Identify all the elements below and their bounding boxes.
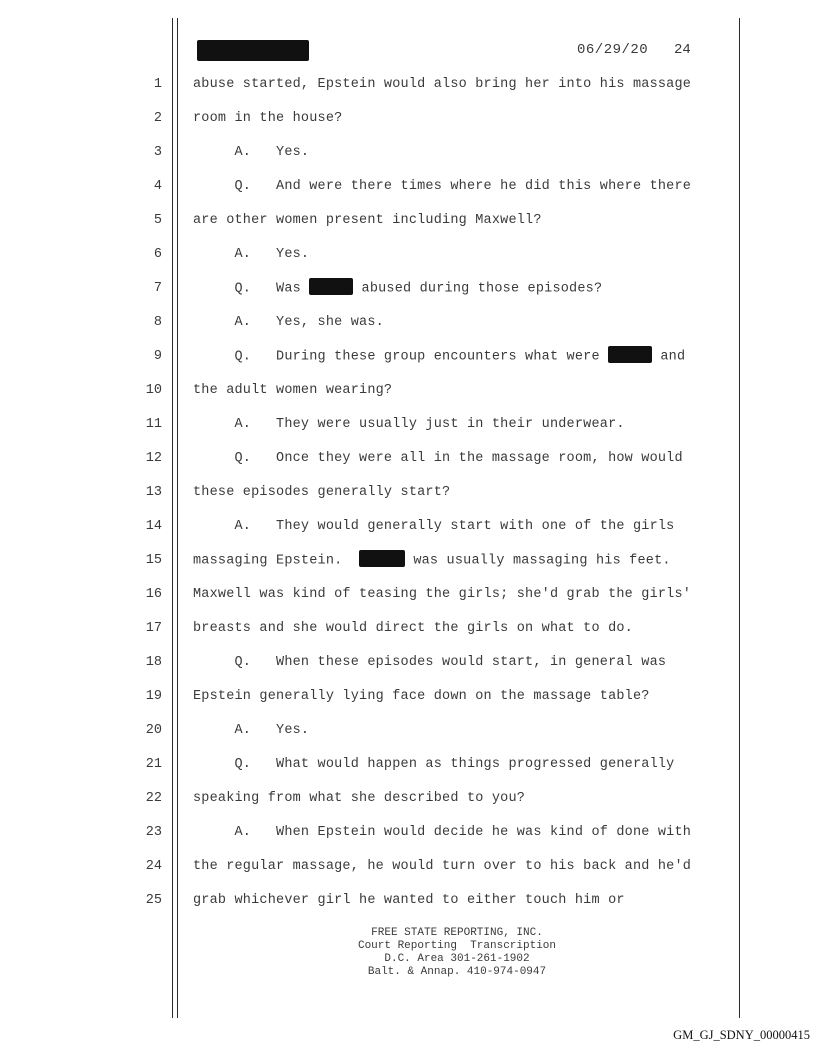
line-number: 6 — [153, 247, 162, 262]
line-number: 3 — [153, 145, 162, 160]
redacted-name — [309, 278, 353, 295]
line-number: 22 — [145, 791, 162, 806]
transcript-line — [0, 825, 816, 859]
line-number: 12 — [145, 451, 162, 466]
line-number: 5 — [153, 213, 162, 228]
transcript-line — [0, 383, 816, 417]
transcript-line — [0, 757, 816, 791]
line-text: the adult women wearing? — [193, 383, 393, 398]
line-number: 11 — [145, 417, 162, 432]
line-text: these episodes generally start? — [193, 485, 451, 500]
line-text: abuse started, Epstein would also bring her into his massage — [193, 77, 692, 92]
baltimore-phone: Balt. & Annap. 410-974-0947 — [367, 966, 547, 978]
line-text — [193, 281, 602, 297]
line-text: Maxwell was kind of teasing the girls; she'd grab the girls' — [193, 587, 692, 602]
line-text: A. Yes. — [193, 723, 310, 738]
redacted-header-name — [197, 40, 309, 61]
transcript-line — [0, 893, 816, 927]
line-text: breasts and she would direct the girls on what to do. — [193, 621, 633, 636]
line-number: 18 — [145, 655, 162, 670]
line-text-after-redaction: was usually massaging his feet. — [405, 553, 671, 569]
line-text: Epstein generally lying face down on the massage table? — [193, 689, 650, 704]
transcript-line — [0, 485, 816, 519]
transcript-line — [0, 315, 816, 349]
line-text — [193, 553, 671, 569]
reporting-company: FREE STATE REPORTING, INC. — [371, 927, 543, 939]
transcript-line — [0, 655, 816, 689]
line-text: grab whichever girl he wanted to either touch him or — [193, 893, 625, 908]
line-number: 7 — [153, 281, 162, 296]
reporter-footer — [300, 927, 614, 979]
line-number: 9 — [153, 349, 162, 364]
transcript-line — [0, 791, 816, 825]
line-text-after-redaction: abused during those episodes? — [353, 281, 603, 297]
transcript-line — [0, 587, 816, 621]
transcript-line — [0, 179, 816, 213]
transcript-line — [0, 281, 816, 315]
bates-number: GM_GJ_SDNY_00000415 — [673, 1028, 810, 1042]
line-number: 4 — [153, 179, 162, 194]
dc-phone: D.C. Area 301-261-1902 — [384, 953, 530, 965]
line-number: 14 — [145, 519, 162, 534]
line-number: 20 — [145, 723, 162, 738]
line-number: 10 — [145, 383, 162, 398]
transcript-line — [0, 451, 816, 485]
line-number: 8 — [153, 315, 162, 330]
line-text: A. Yes. — [193, 247, 310, 262]
line-number: 16 — [145, 587, 162, 602]
line-number: 23 — [145, 825, 162, 840]
transcript-line — [0, 349, 816, 383]
transcript-line — [0, 553, 816, 587]
line-number: 19 — [145, 689, 162, 704]
line-number: 25 — [145, 893, 162, 908]
line-number: 21 — [145, 757, 162, 772]
reporting-service: Court Reporting Transcription — [357, 940, 557, 952]
line-text: Q. What would happen as things progressed generally — [193, 757, 675, 772]
transcript-line — [0, 519, 816, 553]
line-text: A. When Epstein would decide he was kind of done with — [193, 825, 692, 840]
line-text: room in the house? — [193, 111, 343, 126]
line-text: A. They were usually just in their underwear. — [193, 417, 625, 432]
transcript-line — [0, 247, 816, 281]
transcript-line — [0, 145, 816, 179]
redacted-name — [608, 346, 652, 363]
line-number: 1 — [153, 77, 162, 92]
transcript-line — [0, 723, 816, 757]
line-text-before-redaction: massaging Epstein. — [193, 553, 360, 569]
line-number: 2 — [153, 111, 162, 126]
line-text — [193, 349, 685, 365]
line-text: A. They would generally start with one of the girls — [193, 519, 675, 534]
line-text: are other women present including Maxwell? — [193, 213, 542, 228]
line-text: Q. When these episodes would start, in general was — [193, 655, 667, 670]
transcript-line — [0, 111, 816, 145]
line-text: A. Yes. — [193, 145, 310, 160]
line-text-before-redaction: Q. Was — [193, 281, 310, 297]
transcript-line — [0, 77, 816, 111]
transcript-line — [0, 417, 816, 451]
header-page-number: 24 — [674, 42, 691, 58]
transcript-line — [0, 213, 816, 247]
transcript-line — [0, 859, 816, 893]
redacted-name — [359, 550, 405, 567]
line-text: Q. And were there times where he did this where there — [193, 179, 692, 194]
line-text: the regular massage, he would turn over to his back and he'd — [193, 859, 692, 874]
line-text: A. Yes, she was. — [193, 315, 384, 330]
line-number: 17 — [145, 621, 162, 636]
line-text: speaking from what she described to you? — [193, 791, 526, 806]
line-number: 24 — [145, 859, 162, 874]
transcript-line — [0, 621, 816, 655]
line-text: Q. Once they were all in the massage room, how would — [193, 451, 683, 466]
line-text-after-redaction: and — [652, 349, 686, 365]
line-text-before-redaction: Q. During these group encounters what were — [193, 349, 609, 365]
line-number: 13 — [145, 485, 162, 500]
header-date: 06/29/20 — [577, 42, 649, 58]
transcript-line — [0, 689, 816, 723]
line-number: 15 — [145, 553, 162, 568]
